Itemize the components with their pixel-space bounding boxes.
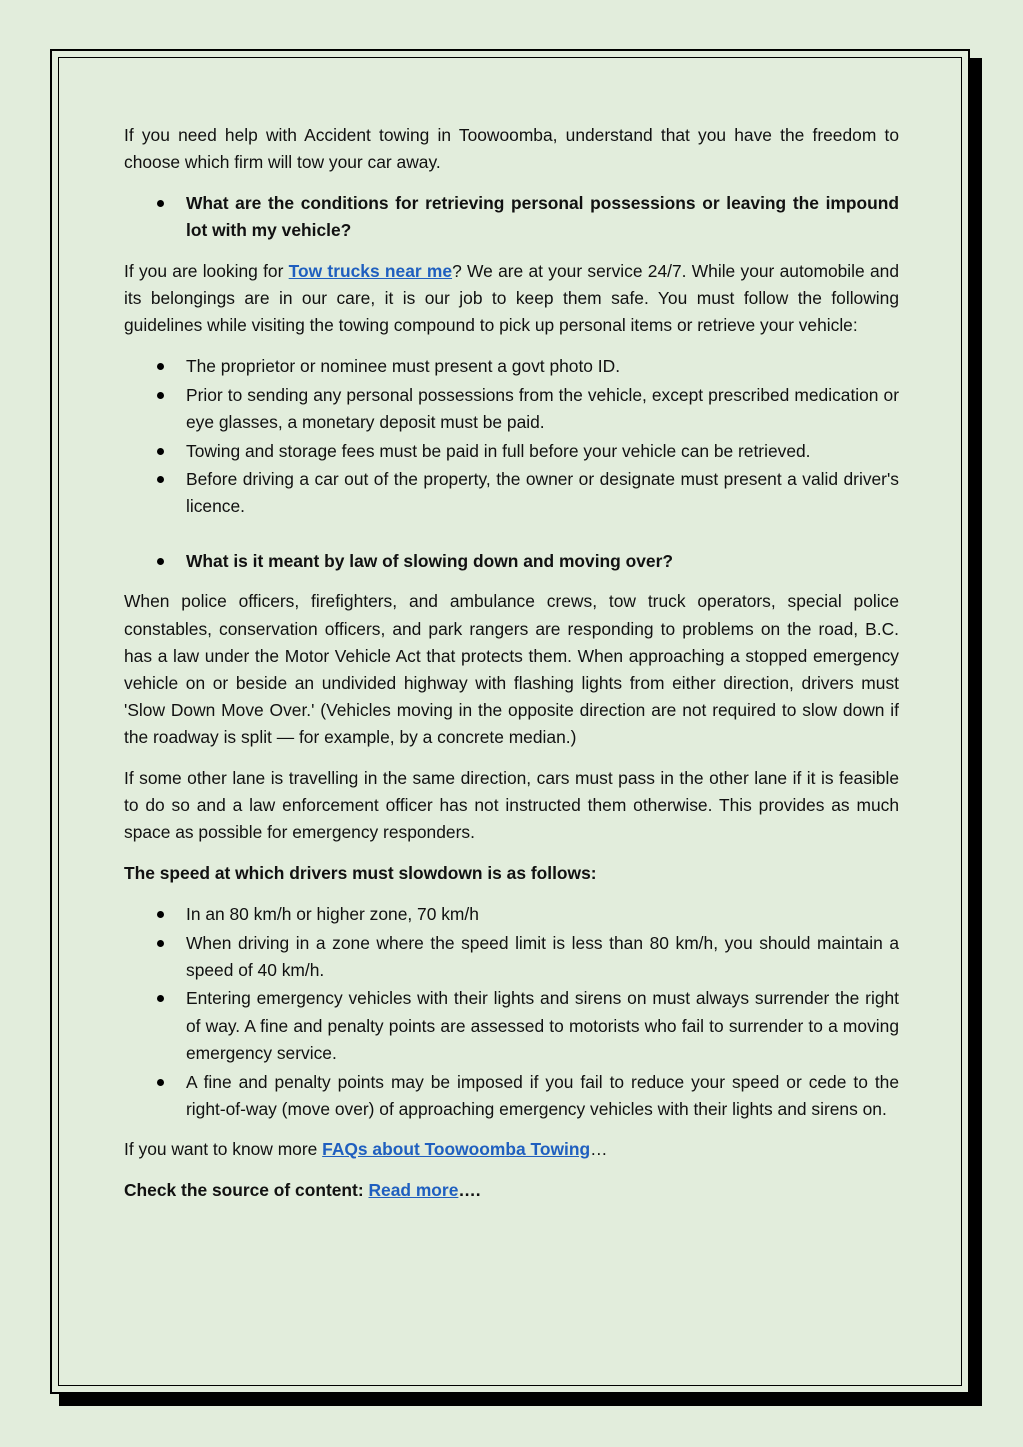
list-item — [124, 901, 899, 928]
source-paragraph — [124, 1177, 899, 1204]
list-item-text: When driving in a zone where the speed limit is less than 80 km/h, you should maintain a speed of 40 km/h. — [186, 932, 899, 980]
list-item — [124, 438, 899, 465]
bullet-icon — [157, 448, 164, 455]
intro-paragraph: If you need help with Accident towing in Toowoomba, understand that you have the freedom to choose which firm will tow your car away. — [124, 125, 899, 173]
guidelines-list — [124, 353, 899, 521]
list-item — [124, 985, 899, 1067]
question-text: What are the conditions for retrieving personal possessions or leaving the impound lot with my vehicle? — [186, 192, 899, 241]
question-list-1 — [124, 190, 899, 244]
speed-rules-list — [124, 901, 899, 1123]
list-item-text: Towing and storage fees must be paid in full before your vehicle can be retrieved. — [186, 440, 811, 461]
list-item — [124, 1069, 899, 1123]
paragraph-text: …. — [458, 1179, 481, 1200]
read-more-link[interactable]: Read more — [368, 1179, 459, 1200]
spacer — [124, 534, 899, 548]
list-item — [124, 382, 899, 436]
list-item — [124, 466, 899, 520]
list-item — [124, 353, 899, 380]
source-label: Check the source of content: — [124, 1179, 369, 1200]
question-text: What is it meant by law of slowing down and moving over? — [186, 550, 673, 571]
bullet-icon — [157, 558, 164, 565]
slow-down-law-paragraph: When police officers, firefighters, and ambulance crews, tow truck operators, special police constables, conservation officers, and park rangers are responding to problems on the road, B.C. has a law under the Motor Vehicle Act that protects them. When approaching a stopped emergency vehicle on or beside an undivided highway with flashing lights from either direction, drivers must 'Slow Down Move Over.' (Vehicles moving in the opposite direction are not required to slow down if the roadway is split — for example, by a concrete median.) — [124, 591, 899, 748]
bullet-icon — [157, 476, 164, 483]
list-item-text: A fine and penalty points may be imposed if you fail to reduce your speed or cede to the right-of-way (move over) of approaching emergency vehicles with their lights and sirens on. — [186, 1071, 899, 1119]
bullet-icon — [157, 940, 164, 947]
paragraph-text: If you are looking for — [124, 260, 289, 281]
bullet-icon — [157, 995, 164, 1002]
tow-trucks-near-me-link[interactable]: Tow trucks near me — [288, 260, 453, 281]
list-item-text: Prior to sending any personal possessions from the vehicle, except prescribed medication or eye glasses, a monetary deposit must be paid. — [186, 384, 899, 432]
list-item-text: In an 80 km/h or higher zone, 70 km/h — [186, 903, 479, 924]
question-item — [124, 548, 899, 575]
document-body — [124, 122, 899, 1217]
paragraph-text: If you want to know more — [124, 1139, 323, 1159]
list-item-text: The proprietor or nominee must present a govt photo ID. — [186, 355, 621, 376]
paragraph-text: … — [590, 1139, 608, 1159]
speed-heading: The speed at which drivers must slowdown is as follows: — [124, 863, 597, 884]
list-item-text: Entering emergency vehicles with their lights and sirens on must always surrender the right of way. A fine and penalty points are assessed to motorists who fail to surrender to a moving emergency service. — [186, 988, 899, 1063]
bullet-icon — [157, 911, 164, 918]
other-lane-paragraph: If some other lane is travelling in the same direction, cars must pass in the other lane if it is feasible to do so and a law enforcement officer has not instructed them otherwise. This provides as much space as possible for emergency responders. — [124, 768, 899, 843]
list-item-text: Before driving a car out of the property, the owner or designate must present a valid driver's licence. — [186, 469, 899, 517]
list-item — [124, 930, 899, 984]
faq-paragraph — [124, 1136, 899, 1163]
faqs-toowoomba-towing-link[interactable]: FAQs about Toowoomba Towing — [322, 1139, 591, 1159]
bullet-icon — [157, 392, 164, 399]
question-list-2 — [124, 548, 899, 575]
bullet-icon — [157, 1079, 164, 1086]
bullet-icon — [157, 363, 164, 370]
bullet-icon — [157, 200, 164, 207]
paragraph-text: ? We are at your service 24/7. While your automobile and its belongings are in our care, it is our job to keep them safe. You must follow the following guidelines while visiting the towing compound to pick up personal items or retrieve your vehicle: — [124, 260, 900, 336]
question-item — [124, 190, 899, 244]
tow-trucks-paragraph — [124, 258, 899, 340]
